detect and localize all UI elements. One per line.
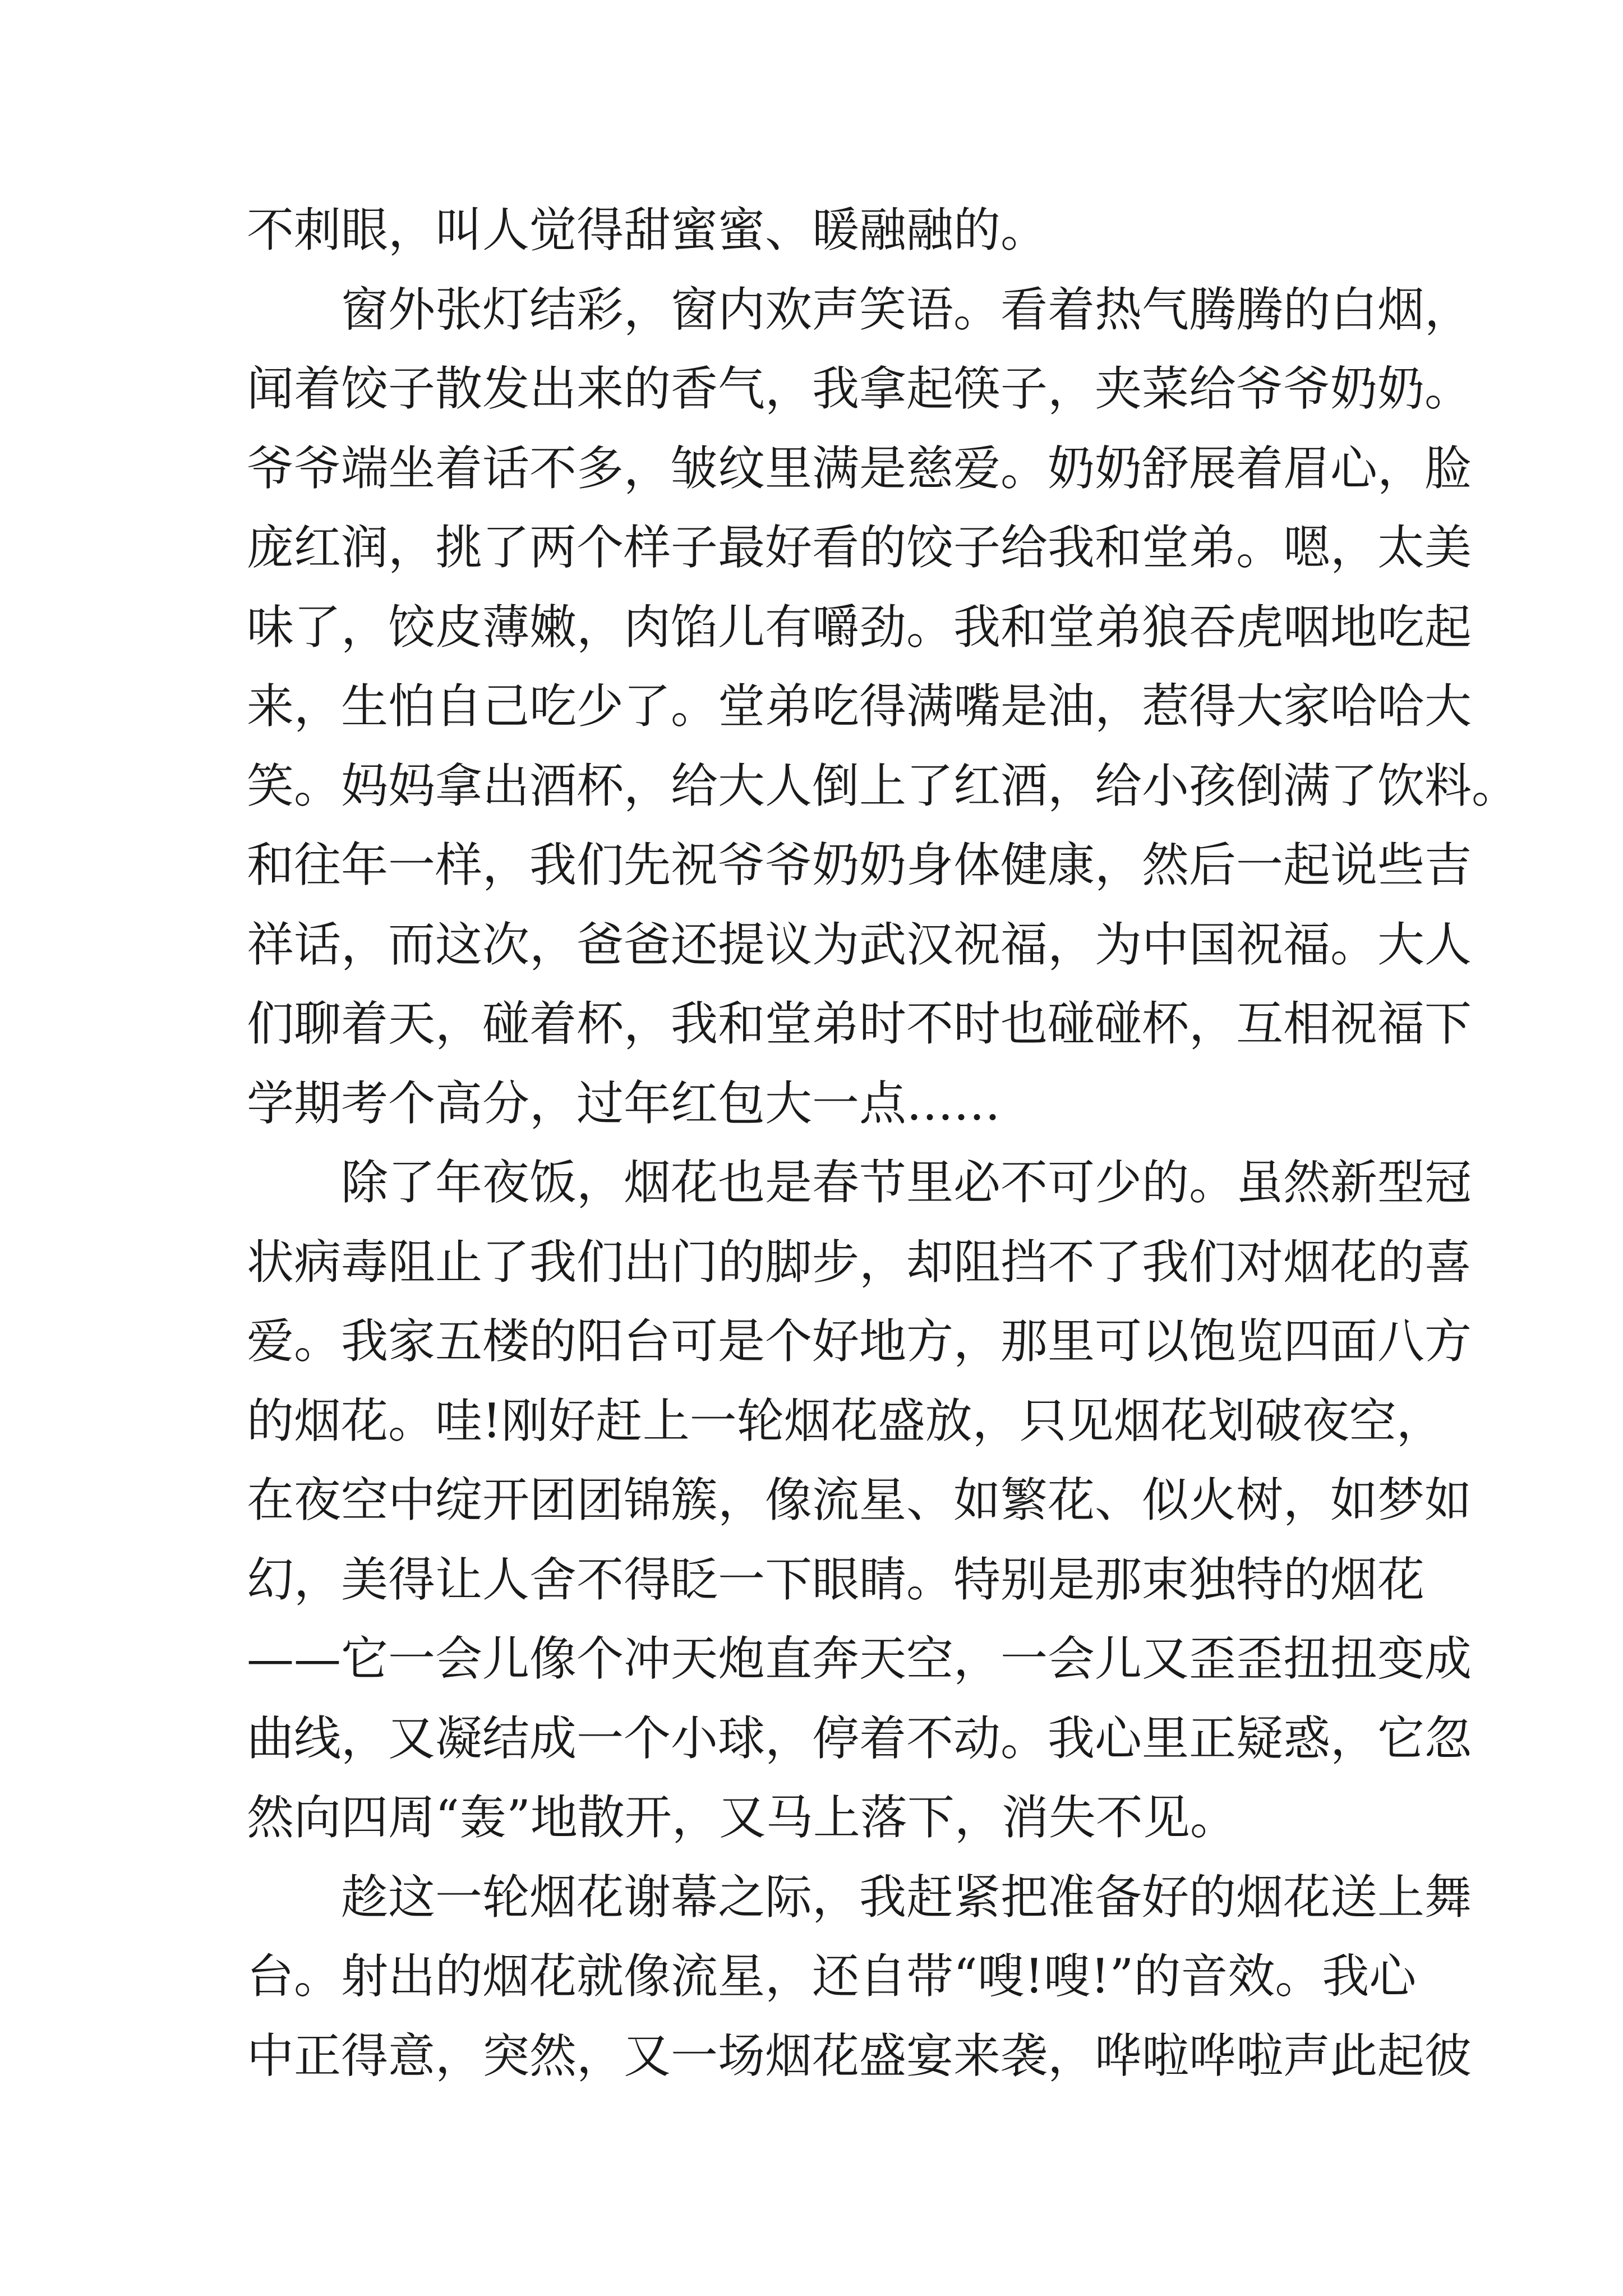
text-line: 味了，饺皮薄嫩，肉馅儿有嚼劲。我和堂弟狼吞虎咽地吃起 xyxy=(247,599,1472,655)
text-line: ——它一会儿像个冲天炮直奔天空，一会儿又歪歪扭扭变成 xyxy=(247,1631,1472,1686)
text-line: 来，生怕自己吃少了。堂弟吃得满嘴是油，惹得大家哈哈大 xyxy=(247,679,1472,734)
text-line: 祥话，而这次，爸爸还提议为武汉祝福，为中国祝福。大人 xyxy=(247,917,1472,972)
text-line: 在夜空中绽开团团锦簇，像流星、如繁花、似火树，如梦如 xyxy=(247,1473,1472,1527)
text-line: 趁这一轮烟花谢幕之际，我赶紧把准备好的烟花送上舞 xyxy=(247,1869,1472,1925)
text-line: 然向四周“轰”地散开，又马上落下，消失不见。 xyxy=(247,1790,1237,1845)
text-line: 学期考个高分，过年红包大一点…… xyxy=(247,1075,1001,1131)
text-line: 的烟花。哇!刚好赶上一轮烟花盛放，只见烟花划破夜空， xyxy=(247,1393,1444,1448)
text-line: 台。射出的烟花就像流星，还自带“嗖!嗖!”的音效。我心 xyxy=(247,1949,1417,2004)
text-line: 笑。妈妈拿出酒杯，给大人倒上了红酒，给小孩倒满了饮料。 xyxy=(247,758,1519,813)
text-line: 爱。我家五楼的阳台可是个好地方，那里可以饱览四面八方 xyxy=(247,1314,1472,1369)
text-line: 不刺眼，叫人觉得甜蜜蜜、暖融融的。 xyxy=(247,203,1048,257)
text-line: 除了年夜饭，烟花也是春节里必不可少的。虽然新型冠 xyxy=(247,1155,1472,1210)
text-line: 和往年一样，我们先祝爷爷奶奶身体健康，然后一起说些吉 xyxy=(247,838,1472,892)
essay-body xyxy=(247,191,1519,2096)
text-line: 幻，美得让人舍不得眨一下眼睛。特别是那束独特的烟花 xyxy=(247,1552,1425,1607)
text-line: 们聊着天，碰着杯，我和堂弟时不时也碰碰杯，互相祝福下 xyxy=(247,996,1472,1051)
text-line: 中正得意，突然，又一场烟花盛宴来袭，哗啦哗啦声此起彼 xyxy=(247,2028,1472,2083)
text-line: 闻着饺子散发出来的香气，我拿起筷子，夹菜给爷爷奶奶。 xyxy=(247,361,1472,416)
text-line: 爷爷端坐着话不多，皱纹里满是慈爱。奶奶舒展着眉心，脸 xyxy=(247,440,1472,496)
text-line: 庞红润，挑了两个样子最好看的饺子给我和堂弟。嗯，太美 xyxy=(247,520,1472,575)
text-line: 状病毒阻止了我们出门的脚步，却阻挡不了我们对烟花的喜 xyxy=(247,1234,1472,1290)
text-line: 窗外张灯结彩，窗内欢声笑语。看着热气腾腾的白烟， xyxy=(247,282,1472,337)
text-line: 曲线，又凝结成一个小球，停着不动。我心里正疑惑，它忽 xyxy=(247,1710,1472,1766)
